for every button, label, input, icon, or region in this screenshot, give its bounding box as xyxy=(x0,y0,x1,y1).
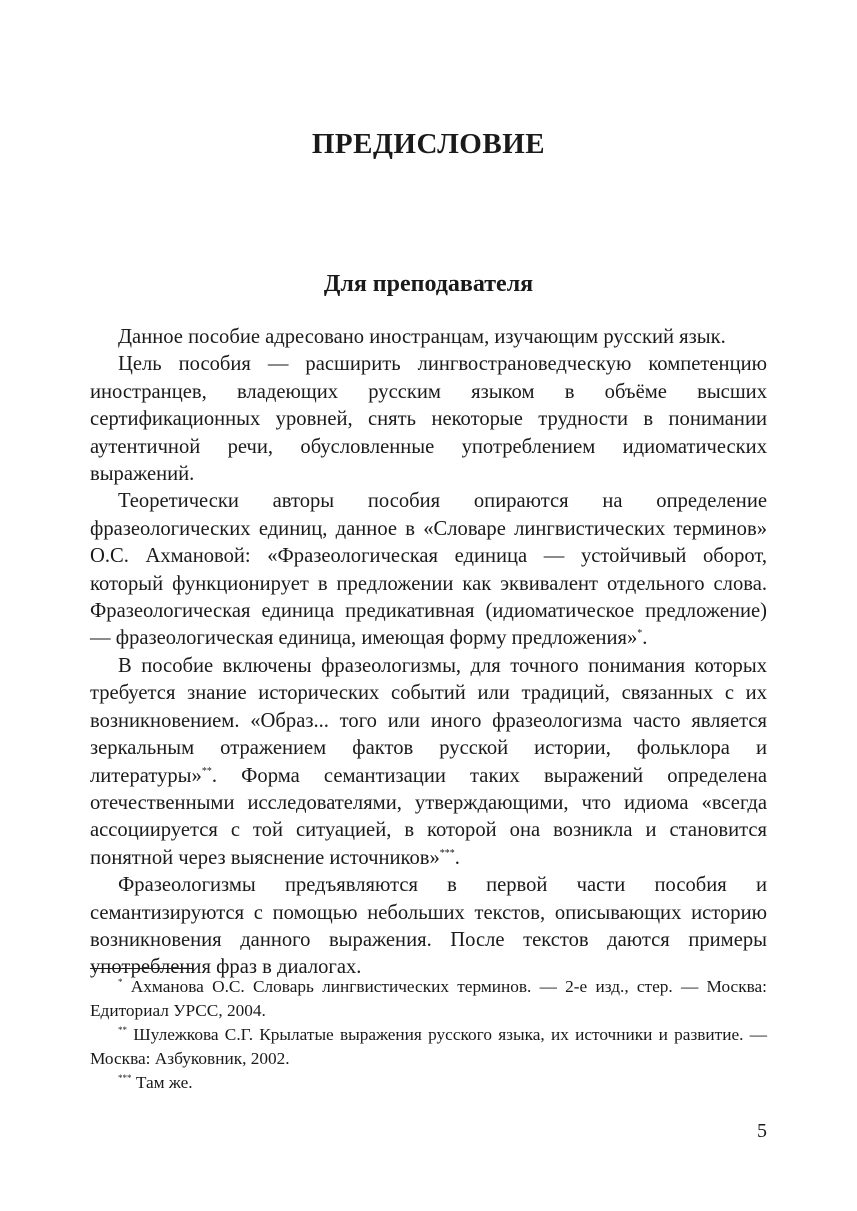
footnote: ** Шулежкова С.Г. Крылатые выражения русского языка, их источники и развитие. — Москва: Азбуковник, 2002. xyxy=(90,1024,767,1068)
footnote-ref[interactable]: * xyxy=(637,628,643,640)
footnote-divider xyxy=(90,968,194,969)
footnote-mark: * xyxy=(118,976,123,987)
book-page xyxy=(90,0,767,1211)
section-subtitle: Для преподавателя xyxy=(323,271,534,297)
paragraph: В пособие включены фразеологизмы, для точного понимания которых требуется знание исторических событий или традиций, связанных с их возникновением. «Образ... того или иного фразеологизма часто является зеркальным отражением фактов русской истории, фольклора и литературы»**. Форма семантизации таких выражений определена отечественными исследователями, утверждающими, что идиома «всегда ассоциируется с той ситуацией, в которой она возникла и становится понятной через выяснение источников»***. xyxy=(90,654,767,869)
main-text xyxy=(90,324,767,982)
footnote-mark: *** xyxy=(118,1072,132,1083)
footnote: *** Там же. xyxy=(118,1072,193,1092)
footnote-ref[interactable]: *** xyxy=(439,847,455,859)
page-number: 5 xyxy=(757,1120,767,1142)
footnote-mark: ** xyxy=(118,1024,127,1035)
paragraph: Данное пособие адресовано иностранцам, изучающим русский язык. xyxy=(118,326,726,348)
paragraph: Фразеологизмы предъявляются в первой части пособия и семантизируются с помощью небольших текстов, описывающих историю возникновения данного выражения. После текстов даются примеры употребления фраз в диалогах. xyxy=(90,874,767,979)
footnotes xyxy=(90,975,767,1095)
paragraph: Цель пособия — расширить лингвострановедческую компетенцию иностранцев, владеющих русским языком в объёме высших сертификационных уровней, снять некоторые трудности в понимании аутентичной речи, обусловленные употреблением идиоматических выражений. xyxy=(90,353,767,486)
paragraph: Теоретически авторы пособия опираются на определение фразеологических единиц, данное в «Словаре лингвистических терминов» О.С. Ахмановой: «Фразеологическая единица — устойчивый оборот, который функционирует в предложении как эквивалент отдельного слова. Фразеологическая единица предикативная (идиоматическое предложение) — фразеологическая единица, имеющая форму предложения»*. xyxy=(90,490,767,650)
footnote-ref[interactable]: ** xyxy=(201,765,212,777)
footnote: * Ахманова О.С. Словарь лингвистических терминов. — 2-е изд., стер. — Москва: Едиториал УРСС, 2004. xyxy=(90,976,767,1020)
chapter-title: ПРЕДИСЛОВИЕ xyxy=(311,128,546,160)
